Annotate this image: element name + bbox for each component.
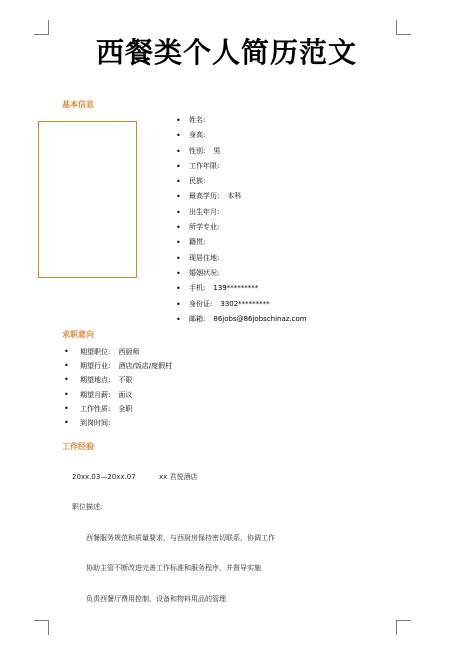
crop-mark-top-left <box>34 20 49 35</box>
job-intent-list <box>64 345 172 430</box>
list-item <box>176 220 307 235</box>
field-value: 全职 <box>118 404 133 413</box>
field-label: 期望行业: <box>80 362 111 371</box>
list-item <box>176 189 307 204</box>
field-label: 期望职位: <box>80 348 111 356</box>
list-item <box>176 312 307 327</box>
field-label: 身高: <box>189 131 206 140</box>
field-label: 婚姻状况: <box>189 268 220 277</box>
field-value: 本科 <box>227 192 242 201</box>
field-label: 民族: <box>189 177 206 186</box>
list-item <box>176 159 307 174</box>
field-value: 3302********* <box>220 299 270 308</box>
list-item <box>176 128 307 143</box>
field-label: 工作性质: <box>80 404 111 413</box>
list-item <box>64 345 172 359</box>
list-item <box>176 144 307 159</box>
section-heading-job-intent: 求职意向 <box>62 330 94 339</box>
field-label: 期望月薪: <box>80 390 111 399</box>
list-item <box>64 359 172 373</box>
field-value: 86jobs@86jobschinaz.com <box>213 314 307 323</box>
field-label: 最高学历: <box>189 192 220 201</box>
field-value: 不限 <box>118 376 133 385</box>
list-item <box>176 281 307 296</box>
list-item <box>64 416 172 430</box>
list-item <box>64 388 172 402</box>
list-item <box>176 174 307 189</box>
field-value: 139********* <box>213 284 259 293</box>
field-label: 籍贯: <box>189 238 206 247</box>
field-label: 手机: <box>189 284 206 293</box>
page-title: 西餐类个人简历范文 <box>95 36 357 69</box>
section-heading-experience: 工作经验 <box>62 442 94 451</box>
field-label: 到岗时间: <box>80 418 111 427</box>
field-value: 酒店/饭店/度假村 <box>118 362 173 371</box>
section-heading-basic-info: 基本信息 <box>62 100 94 109</box>
field-value: 男 <box>213 146 221 155</box>
experience-period: 20xx.03—20xx.07 <box>72 473 136 481</box>
list-item <box>176 205 307 220</box>
crop-mark-top-right <box>396 20 411 35</box>
field-label: 姓名: <box>189 116 206 124</box>
list-item <box>176 297 307 312</box>
field-label: 所学专业: <box>189 223 220 232</box>
field-label: 现居住地: <box>189 253 220 262</box>
list-item <box>176 251 307 266</box>
field-value: 西厨师 <box>118 348 140 356</box>
list-item <box>176 113 307 128</box>
field-value: 面议 <box>118 390 133 399</box>
experience-company: xx 君悦酒店 <box>159 473 198 481</box>
basic-info-list <box>176 113 307 327</box>
list-item <box>64 373 172 387</box>
job-description-title: 职位描述: <box>72 503 103 511</box>
crop-mark-bottom-right <box>396 620 411 635</box>
field-label: 期望地点: <box>80 376 111 385</box>
field-label: 性别: <box>189 146 206 155</box>
list-item <box>176 235 307 250</box>
field-label: 出生年月: <box>189 207 220 216</box>
duty-line: 协助主管不断改进完善工作标准和服务程序，并督导实施 <box>86 564 261 572</box>
list-item <box>176 266 307 281</box>
crop-mark-bottom-left <box>34 620 49 635</box>
field-label: 邮箱: <box>189 314 206 323</box>
duty-line: 西餐服务规范和质量要求，与西厨房保持密切联系，协调工作 <box>86 534 275 542</box>
field-label: 身份证: <box>189 299 213 308</box>
photo-placeholder <box>38 121 137 278</box>
list-item <box>64 402 172 416</box>
duty-line: 负责西餐厅费用控制，设备和物料用品的管理 <box>86 595 226 603</box>
field-label: 工作年限: <box>189 161 220 170</box>
